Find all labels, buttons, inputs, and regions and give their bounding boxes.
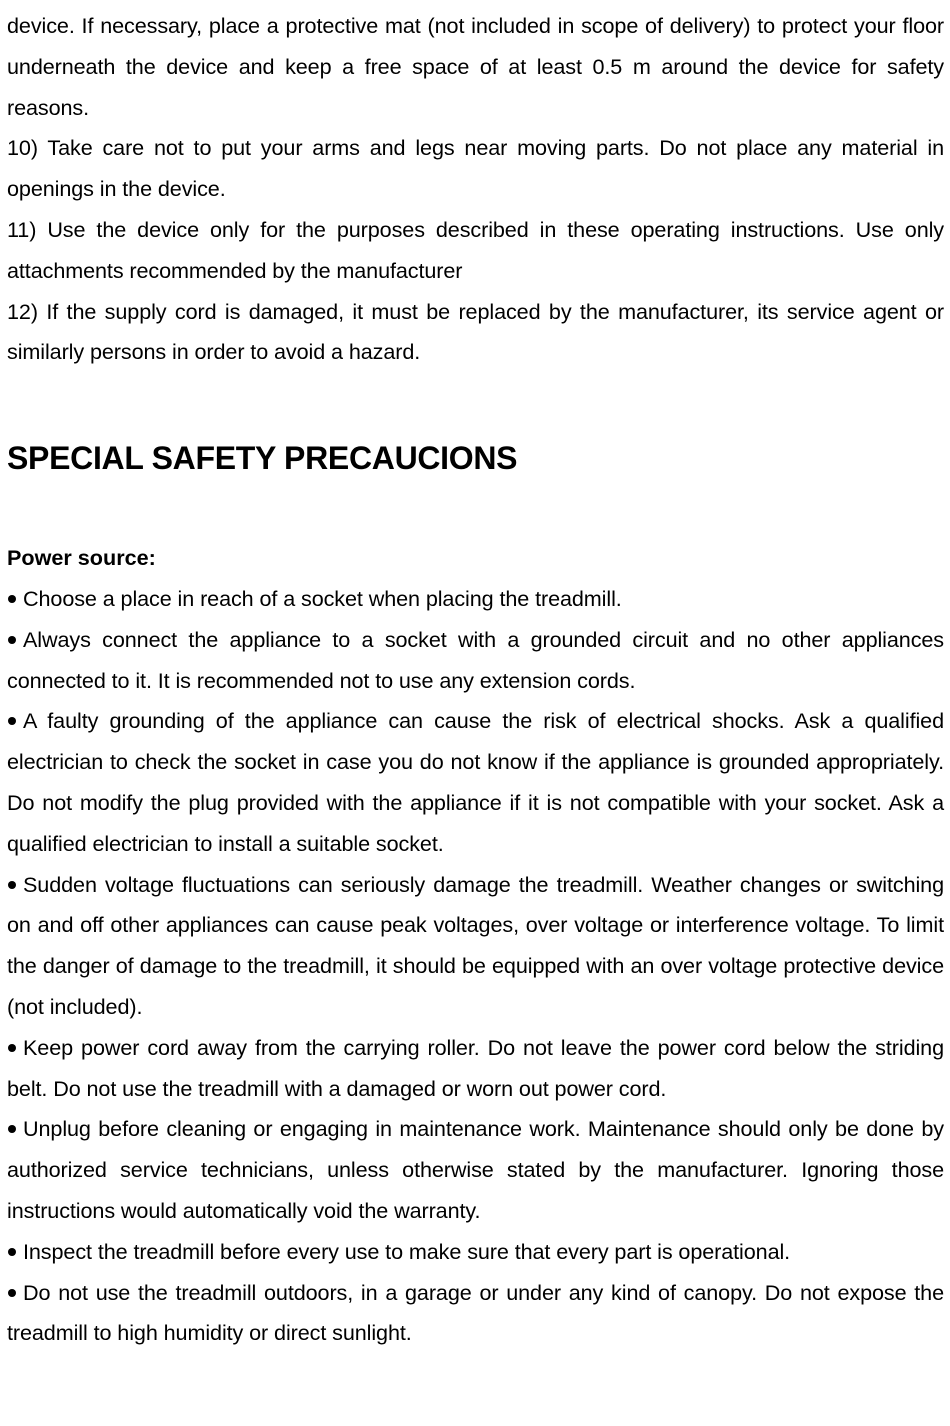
- bullet-icon: [8, 1248, 16, 1256]
- list-item: [7, 701, 944, 864]
- bullet-icon: [8, 1125, 16, 1133]
- list-item: [7, 1232, 944, 1273]
- bullet-icon: [8, 1044, 16, 1052]
- intro-paragraphs: [7, 6, 944, 373]
- bullet-text: Keep power cord away from the carrying roller. Do not leave the power cord below the striding belt. Do not use the treadmill with a damaged or worn out power cord.: [7, 1034, 944, 1101]
- bullet-text: Inspect the treadmill before every use to make sure that every part is operational.: [23, 1238, 791, 1264]
- paragraph-item-12: 12) If the supply cord is damaged, it must be replaced by the manufacturer, its service agent or similarly persons in order to avoid a hazard.: [7, 298, 944, 365]
- list-item: [7, 865, 944, 1028]
- bullet-icon: [8, 636, 16, 644]
- bullet-text: Choose a place in reach of a socket when placing the treadmill.: [23, 586, 622, 611]
- list-item: [7, 620, 944, 702]
- bullet-icon: [8, 595, 16, 603]
- bullet-icon: [8, 1289, 16, 1297]
- bullet-list: [7, 579, 944, 1354]
- list-item: [7, 579, 944, 620]
- bullet-text: Unplug before cleaning or engaging in maintenance work. Maintenance should only be done by authorized service technicians, unless otherwise stated by the manufacturer. Ignoring those instructions would automatically void the warranty.: [7, 1116, 944, 1223]
- paragraph-device-placement: device. If necessary, place a protective mat (not included in scope of delivery) to protect your floor underneath the device and keep a free space of at least 0.5 m around the device for safety reasons.: [7, 13, 944, 120]
- bullet-icon: [8, 881, 16, 889]
- bullet-text: Sudden voltage fluctuations can seriously damage the treadmill. Weather changes or switching on and off other appliances can cause peak voltages, over voltage or interference voltage. To limit the danger of damage to the treadmill, it should be equipped with an over voltage protective device (not included).: [7, 871, 944, 1019]
- power-source-heading: Power source:: [7, 545, 156, 570]
- list-item: [7, 1028, 944, 1110]
- list-item: [7, 1273, 944, 1355]
- bullet-text: Always connect the appliance to a socket with a grounded circuit and no other appliances connected to it. It is recommended not to use any extension cords.: [7, 626, 944, 693]
- paragraph-item-11: 11) Use the device only for the purposes described in these operating instructions. Use only attachments recommended by the manufacturer: [7, 216, 944, 283]
- list-item: [7, 1109, 944, 1231]
- section-title: SPECIAL SAFETY PRECAUCIONS: [7, 440, 518, 476]
- paragraph-item-10: 10) Take care not to put your arms and legs near moving parts. Do not place any material in openings in the device.: [7, 135, 944, 202]
- bullet-text: Do not use the treadmill outdoors, in a garage or under any kind of canopy. Do not expose the treadmill to high humidity or direct sunlight.: [7, 1279, 944, 1346]
- bullet-text: A faulty grounding of the appliance can cause the risk of electrical shocks. Ask a qualified electrician to check the socket in case you do not know if the appliance is grounded appropriately. Do not modify the plug provided with the appliance if it is not compatible with your socket. Ask a qualified electrician to install a suitable socket.: [7, 708, 944, 856]
- bullet-icon: [8, 717, 16, 725]
